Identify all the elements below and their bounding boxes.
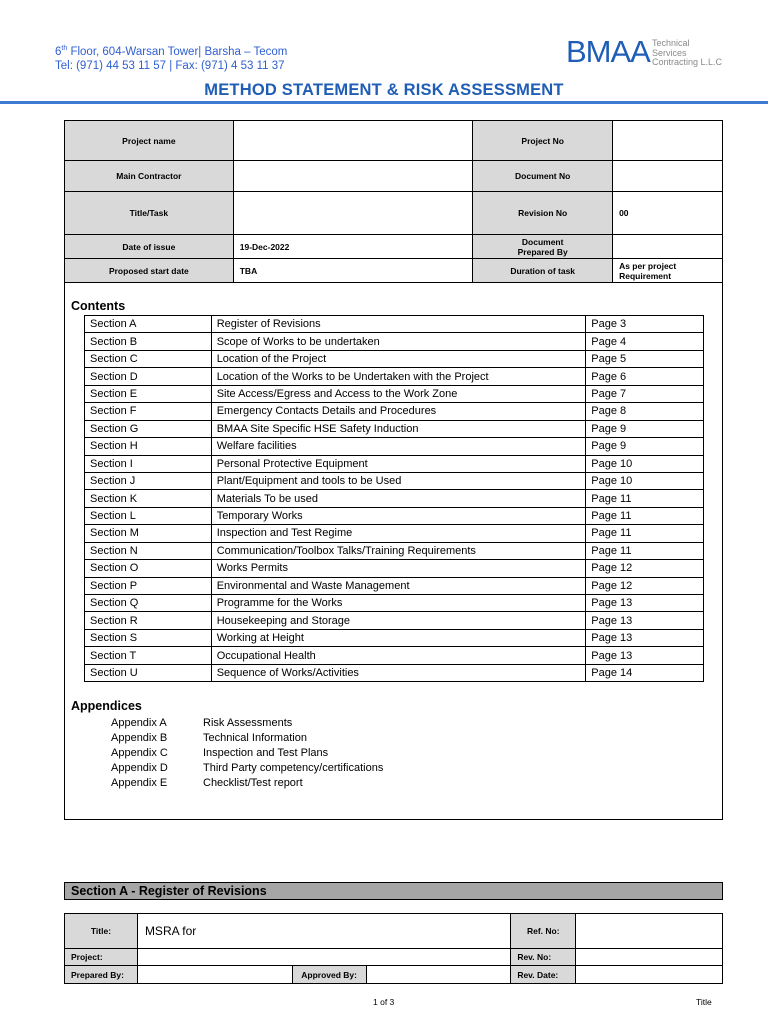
rev-no-label: Rev. No: [511, 949, 576, 966]
table-row [65, 949, 723, 966]
duration-value: As per project Requirement [613, 259, 723, 283]
table-row [85, 577, 704, 594]
revision-no-value: 00 [613, 192, 723, 235]
approved-by-value [366, 966, 511, 984]
toc-title-cell: Emergency Contacts Details and Procedures [211, 403, 586, 420]
toc-section-cell: Section Q [85, 595, 212, 612]
toc-section-cell: Section M [85, 525, 212, 542]
toc-title-cell: Plant/Equipment and tools to be Used [211, 472, 586, 489]
toc-section-cell: Section F [85, 403, 212, 420]
project-no-value [613, 121, 723, 161]
toc-section-cell: Section L [85, 507, 212, 524]
appendix-title: Third Party competency/certifications [203, 762, 384, 774]
contents-table [84, 315, 704, 682]
toc-title-cell: Occupational Health [211, 647, 586, 664]
toc-title-cell: Scope of Works to be undertaken [211, 333, 586, 350]
toc-page-cell: Page 11 [586, 525, 704, 542]
toc-title-cell: Register of Revisions [211, 316, 586, 333]
toc-section-cell: Section R [85, 612, 212, 629]
table-row [85, 560, 704, 577]
toc-title-cell: Working at Height [211, 629, 586, 646]
toc-page-cell: Page 8 [586, 403, 704, 420]
table-row [85, 420, 704, 437]
date-of-issue-label: Date of issue [65, 235, 234, 259]
table-row [65, 121, 723, 161]
table-row [65, 161, 723, 192]
toc-title-cell: Inspection and Test Regime [211, 525, 586, 542]
table-row [85, 664, 704, 681]
ref-no-label: Ref. No: [511, 914, 576, 949]
toc-page-cell: Page 5 [586, 350, 704, 367]
toc-section-cell: Section J [85, 472, 212, 489]
table-row [85, 472, 704, 489]
rev-date-label: Rev. Date: [511, 966, 576, 984]
project-name-value [233, 121, 473, 161]
toc-page-cell: Page 11 [586, 490, 704, 507]
toc-page-cell: Page 11 [586, 542, 704, 559]
footer-title: Title [696, 997, 712, 1007]
appendix-id: Appendix C [111, 747, 168, 759]
toc-page-cell: Page 12 [586, 577, 704, 594]
toc-title-cell: Programme for the Works [211, 595, 586, 612]
toc-section-cell: Section K [85, 490, 212, 507]
ref-no-value [576, 914, 723, 949]
toc-page-cell: Page 6 [586, 368, 704, 385]
toc-page-cell: Page 12 [586, 560, 704, 577]
appendix-id: Appendix E [111, 777, 168, 789]
table-row [85, 490, 704, 507]
toc-page-cell: Page 11 [586, 507, 704, 524]
project-label: Project: [65, 949, 138, 966]
appendix-title: Inspection and Test Plans [203, 747, 329, 759]
prepared-by-label: Document Prepared By [473, 235, 613, 259]
toc-page-cell: Page 10 [586, 455, 704, 472]
toc-section-cell: Section G [85, 420, 212, 437]
toc-section-cell: Section C [85, 350, 212, 367]
project-no-label: Project No [473, 121, 613, 161]
toc-title-cell: Sequence of Works/Activities [211, 664, 586, 681]
appendix-id: Appendix D [111, 762, 168, 774]
start-date-label: Proposed start date [65, 259, 234, 283]
list-item [111, 776, 383, 791]
date-of-issue-value: 19-Dec-2022 [233, 235, 473, 259]
table-row [65, 966, 723, 984]
rev-date-value [576, 966, 723, 984]
toc-title-cell: Site Access/Egress and Access to the Work Zone [211, 385, 586, 402]
table-row [85, 595, 704, 612]
project-name-label: Project name [65, 121, 234, 161]
appendix-id: Appendix B [111, 732, 168, 744]
main-contractor-label: Main Contractor [65, 161, 234, 192]
revision-no-label: Revision No [473, 192, 613, 235]
toc-title-cell: Environmental and Waste Management [211, 577, 586, 594]
toc-section-cell: Section U [85, 664, 212, 681]
table-row [85, 368, 704, 385]
appendix-title: Risk Assessments [203, 717, 293, 729]
approved-by-label: Approved By: [292, 966, 366, 984]
toc-section-cell: Section I [85, 455, 212, 472]
toc-page-cell: Page 13 [586, 647, 704, 664]
toc-page-cell: Page 7 [586, 385, 704, 402]
start-date-value: TBA [233, 259, 473, 283]
toc-section-cell: Section T [85, 647, 212, 664]
address-line-2: Tel: (971) 44 53 11 57 | Fax: (971) 4 53 11 37 [55, 59, 285, 72]
table-row [85, 333, 704, 350]
header-divider [0, 101, 768, 104]
toc-title-cell: Personal Protective Equipment [211, 455, 586, 472]
table-row [85, 385, 704, 402]
appendices-list [111, 716, 383, 791]
rev-title-label: Title: [65, 914, 138, 949]
toc-section-cell: Section A [85, 316, 212, 333]
table-row [85, 455, 704, 472]
table-row [65, 192, 723, 235]
company-address [55, 42, 287, 73]
toc-page-cell: Page 4 [586, 333, 704, 350]
toc-section-cell: Section E [85, 385, 212, 402]
toc-title-cell: Communication/Toolbox Talks/Training Requirements [211, 542, 586, 559]
toc-section-cell: Section O [85, 560, 212, 577]
table-row [85, 525, 704, 542]
toc-page-cell: Page 9 [586, 420, 704, 437]
logo-mark: BMAA [566, 34, 650, 69]
duration-label: Duration of task [473, 259, 613, 283]
table-row [85, 316, 704, 333]
project-value [137, 949, 510, 966]
toc-section-cell: Section N [85, 542, 212, 559]
table-row [85, 350, 704, 367]
toc-page-cell: Page 13 [586, 629, 704, 646]
toc-page-cell: Page 9 [586, 438, 704, 455]
title-task-value [233, 192, 473, 235]
appendix-id: Appendix A [111, 717, 167, 729]
rev-prepared-by-value [137, 966, 292, 984]
rev-prepared-by-label: Prepared By: [65, 966, 138, 984]
toc-page-cell: Page 10 [586, 472, 704, 489]
rev-no-value [576, 949, 723, 966]
main-contractor-value [233, 161, 473, 192]
logo-subtitle: Technical Services Contracting L.L.C [652, 38, 723, 67]
list-item [111, 731, 383, 746]
project-info-table [64, 120, 723, 283]
toc-page-cell: Page 13 [586, 595, 704, 612]
address-line-1: 6th Floor, 604-Warsan Tower| Barsha – Tecom [55, 45, 288, 58]
table-row [85, 647, 704, 664]
list-item [111, 716, 383, 731]
page-number: 1 of 3 [373, 997, 395, 1007]
toc-section-cell: Section H [85, 438, 212, 455]
toc-title-cell: Housekeeping and Storage [211, 612, 586, 629]
table-row [65, 235, 723, 259]
toc-title-cell: BMAA Site Specific HSE Safety Induction [211, 420, 586, 437]
table-row [65, 259, 723, 283]
appendices-heading: Appendices [71, 699, 142, 713]
revision-register-table [64, 913, 723, 984]
toc-section-cell: Section S [85, 629, 212, 646]
list-item [111, 746, 383, 761]
appendix-title: Checklist/Test report [203, 777, 303, 789]
toc-title-cell: Location of the Works to be Undertaken with the Project [211, 368, 586, 385]
table-row [85, 507, 704, 524]
toc-page-cell: Page 14 [586, 664, 704, 681]
section-a-heading: Section A - Register of Revisions [64, 882, 723, 900]
list-item [111, 761, 383, 776]
toc-page-cell: Page 13 [586, 612, 704, 629]
title-task-label: Title/Task [65, 192, 234, 235]
document-no-label: Document No [473, 161, 613, 192]
company-logo [566, 36, 726, 70]
toc-title-cell: Location of the Project [211, 350, 586, 367]
document-title: METHOD STATEMENT & RISK ASSESSMENT [204, 81, 564, 99]
toc-page-cell: Page 3 [586, 316, 704, 333]
toc-title-cell: Materials To be used [211, 490, 586, 507]
document-no-value [613, 161, 723, 192]
table-row [65, 914, 723, 949]
toc-section-cell: Section B [85, 333, 212, 350]
appendix-title: Technical Information [203, 732, 307, 744]
table-row [85, 629, 704, 646]
table-row [85, 403, 704, 420]
table-row [85, 542, 704, 559]
toc-title-cell: Temporary Works [211, 507, 586, 524]
toc-section-cell: Section P [85, 577, 212, 594]
table-row [85, 612, 704, 629]
table-row [85, 438, 704, 455]
rev-title-value: MSRA for [137, 914, 510, 949]
contents-heading: Contents [71, 299, 126, 313]
prepared-by-value [613, 235, 723, 259]
toc-title-cell: Welfare facilities [211, 438, 586, 455]
toc-section-cell: Section D [85, 368, 212, 385]
toc-title-cell: Works Permits [211, 560, 586, 577]
